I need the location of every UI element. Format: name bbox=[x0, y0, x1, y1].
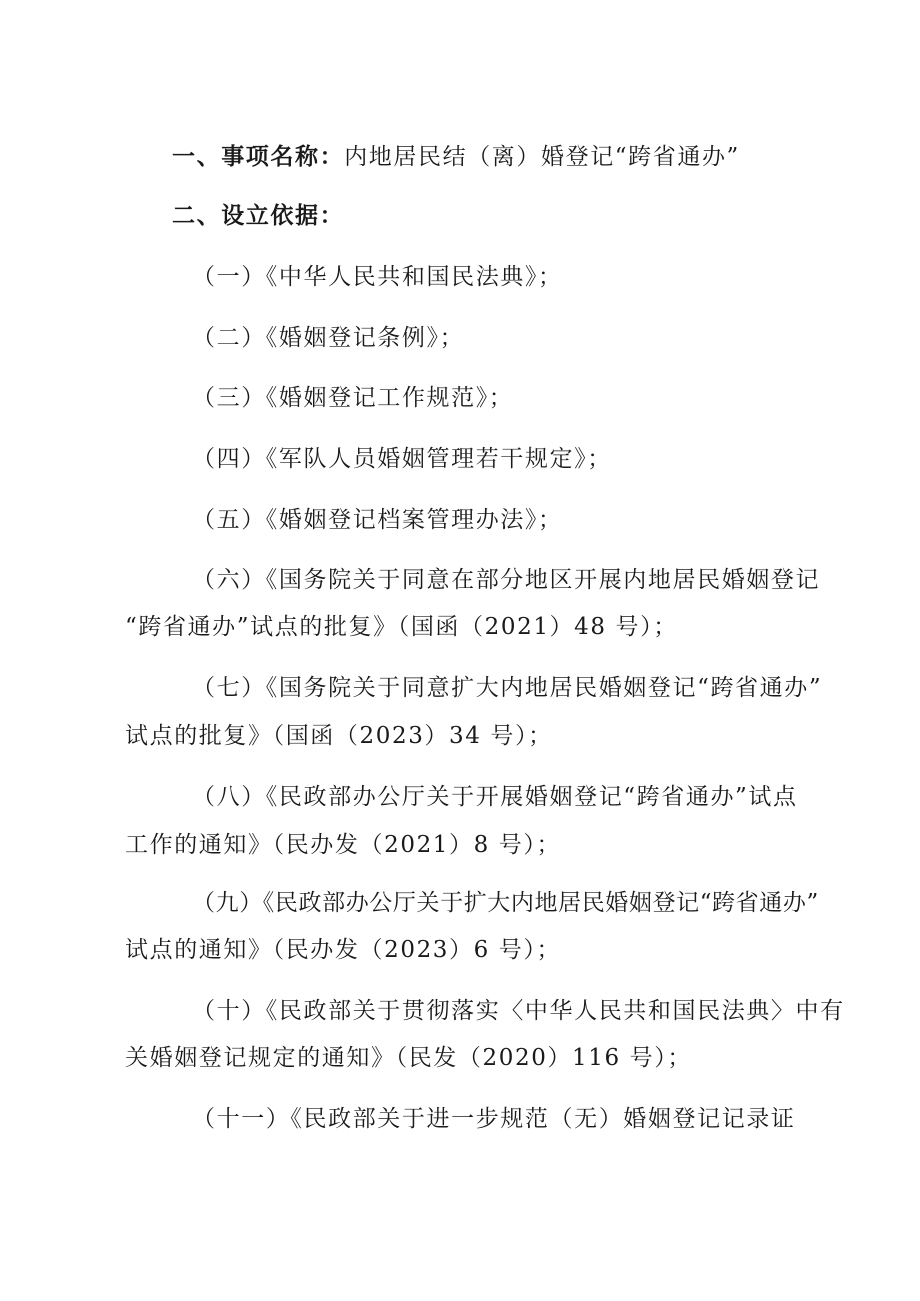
basis-item-3: （三）《婚姻登记工作规范》； bbox=[192, 385, 514, 411]
basis-item-8-line-2: 工作的通知》（民办发（2021）8 号）； bbox=[125, 832, 562, 858]
basis-item-1: （一）《中华人民共和国民法典》； bbox=[192, 264, 563, 290]
basis-item-7-line-2: 试点的批复》（国函（2023）34 号）； bbox=[125, 723, 553, 749]
item-name-label: 一、事项名称： bbox=[172, 144, 345, 170]
basis-item-6-line-1: （六）《国务院关于同意在部分地区开展内地居民婚姻登记 bbox=[192, 567, 821, 593]
basis-item-9-line-2: 试点的通知》（民办发（2023）6 号）； bbox=[125, 937, 562, 963]
basis-item-10-line-1: （十）《民政部关于贯彻落实〈中华人民共和国民法典〉中有 bbox=[192, 998, 845, 1024]
item-name-value: 内地居民结（离）婚登记“跨省通办” bbox=[344, 144, 740, 170]
basis-item-7-line-1: （七）《国务院关于同意扩大内地居民婚姻登记“跨省通办” bbox=[192, 675, 823, 701]
basis-item-6-line-2: “跨省通办”试点的批复》（国函（2021）48 号）； bbox=[125, 614, 678, 640]
basis-item-9-line-1: （九）《民政部办公厅关于扩大内地居民婚姻登记“跨省通办” bbox=[192, 890, 819, 916]
basis-heading: 二、设立依据： bbox=[172, 203, 345, 229]
basis-item-10-line-2: 关婚姻登记规定的通知》（民发（2020）116 号）； bbox=[125, 1045, 692, 1071]
basis-item-8-line-1: （八）《民政部办公厅关于开展婚姻登记“跨省通办”试点 bbox=[192, 784, 798, 810]
basis-item-5: （五）《婚姻登记档案管理办法》； bbox=[192, 507, 563, 533]
basis-item-2: （二）《婚姻登记条例》； bbox=[192, 325, 465, 351]
item-name-heading bbox=[172, 142, 740, 172]
basis-item-4: （四）《军队人员婚姻管理若干规定》； bbox=[192, 446, 612, 472]
basis-item-11: （十一）《民政部关于进一步规范（无）婚姻登记记录证 bbox=[192, 1106, 796, 1132]
